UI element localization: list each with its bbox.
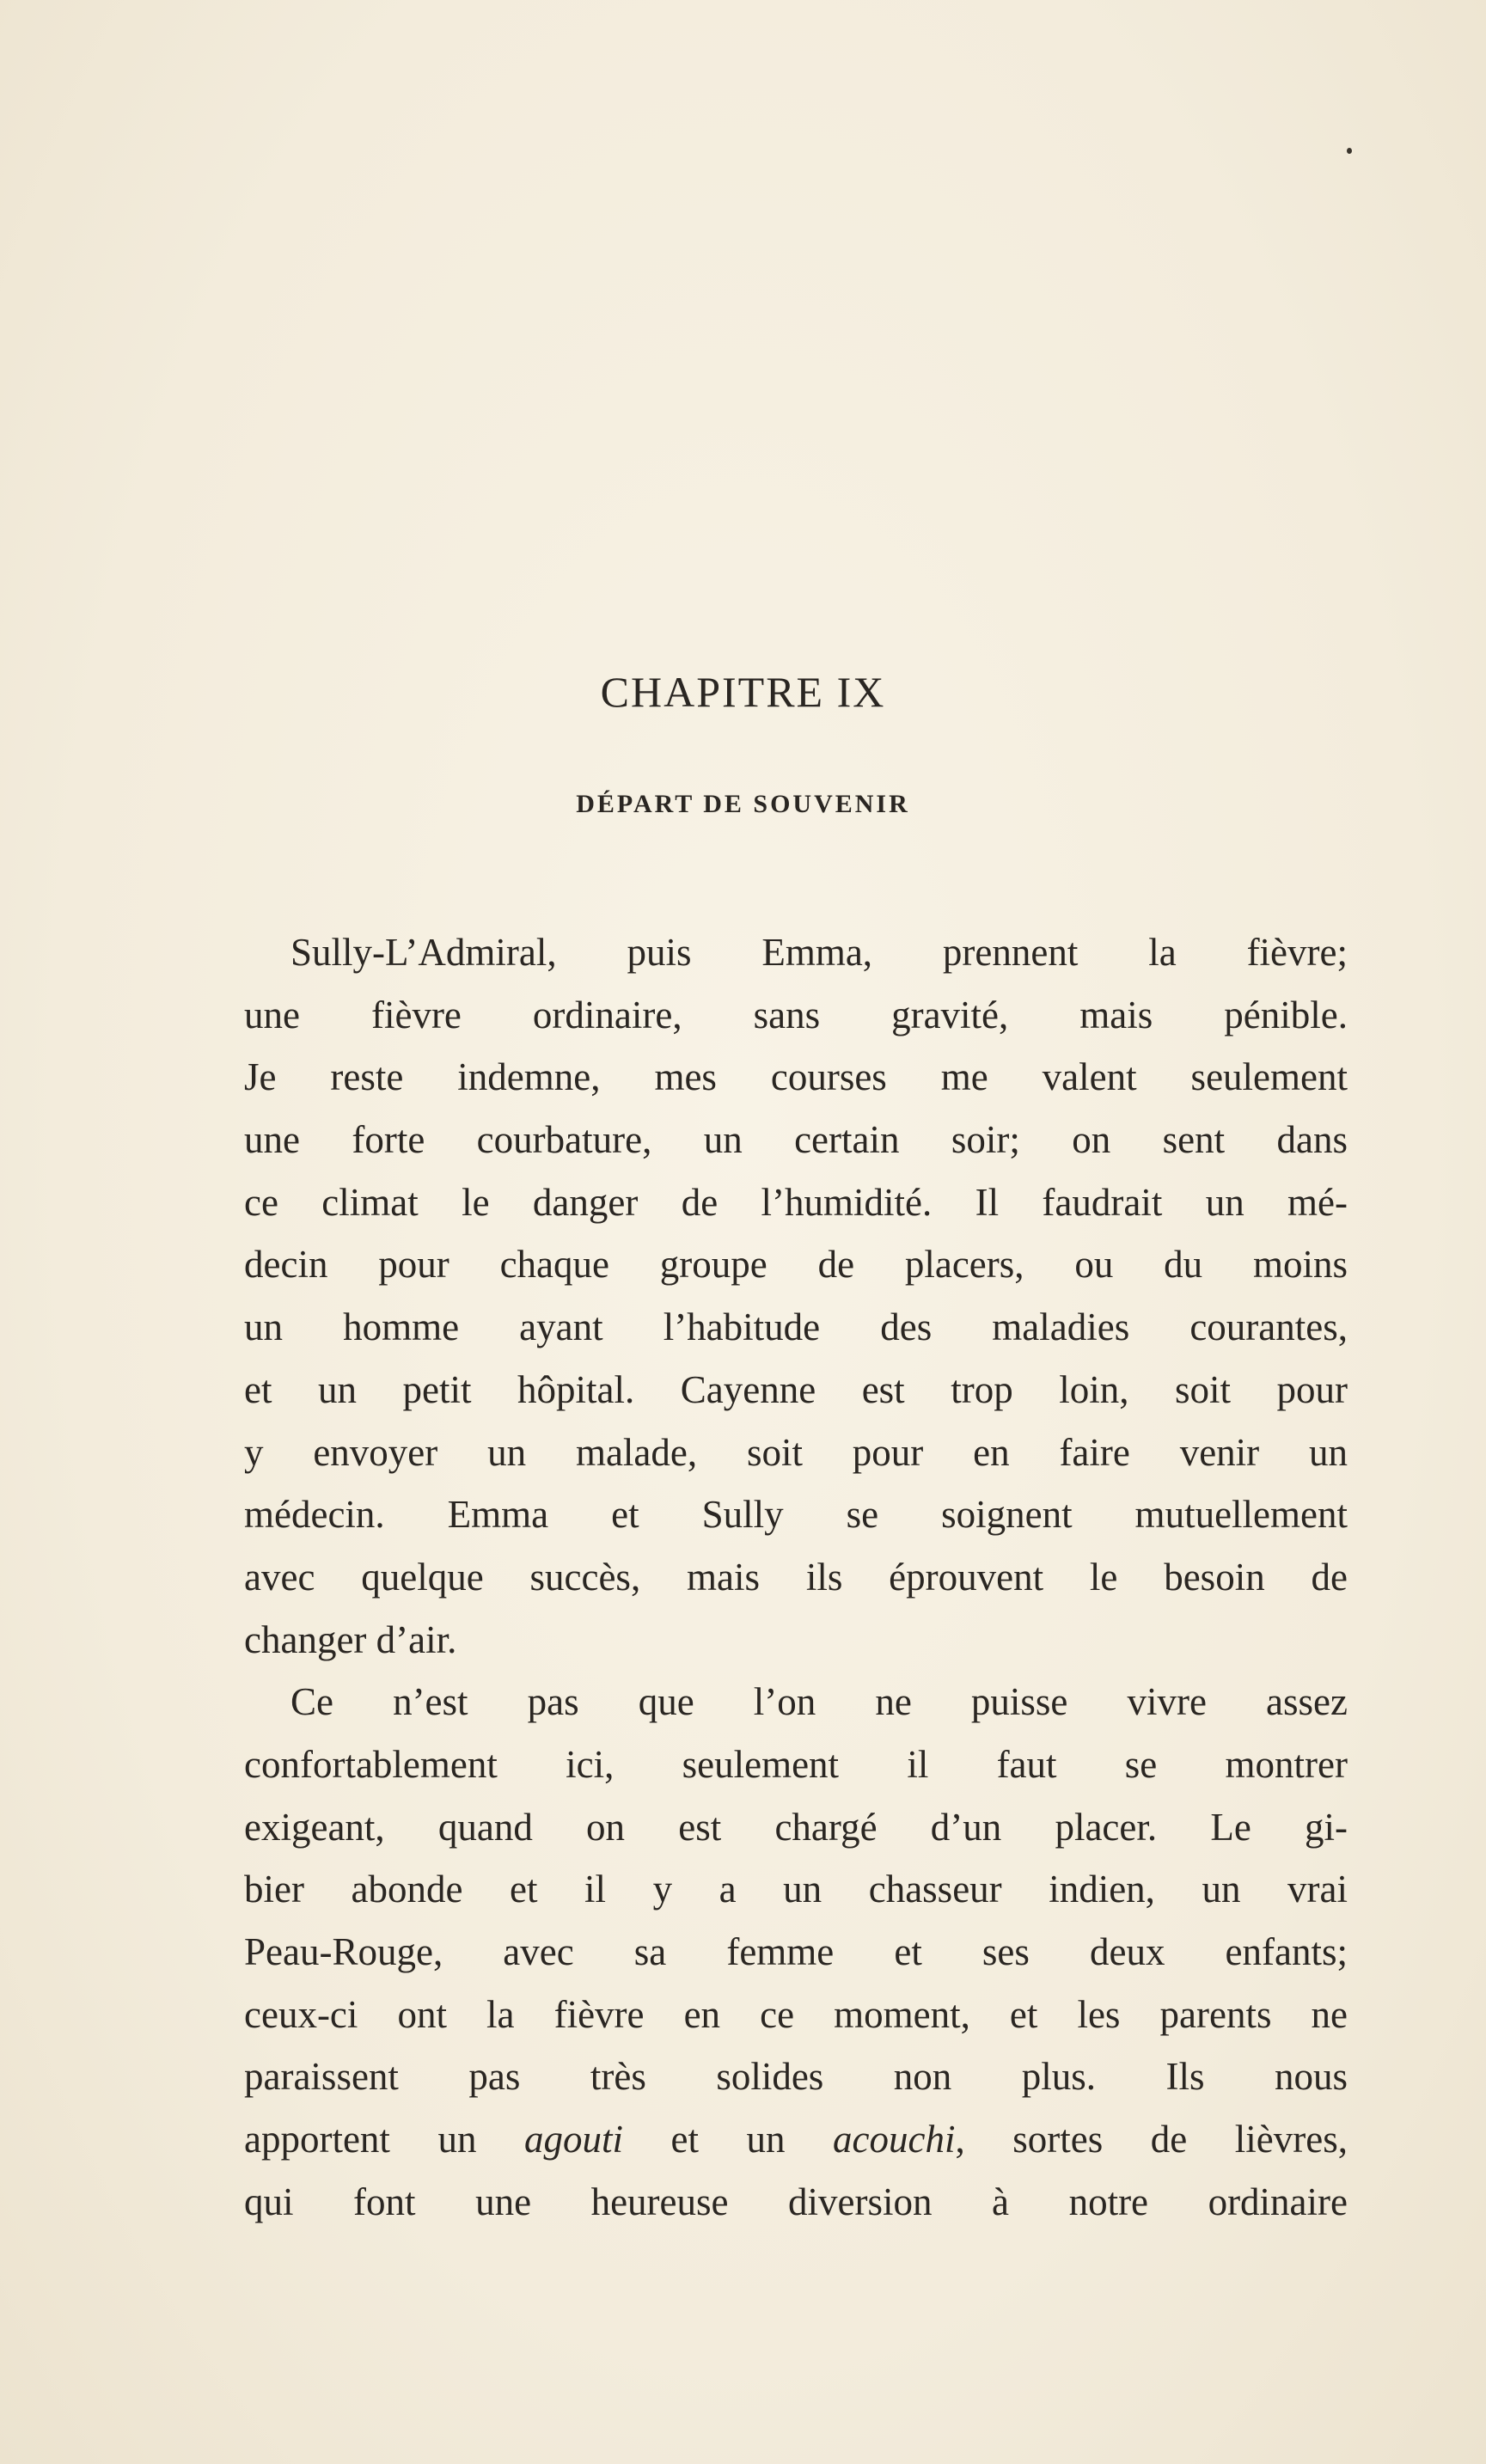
text-line: decin pour chaque groupe de placers, ou du moins xyxy=(244,1243,1348,1287)
text-line: confortablement ici, seulement il faut se montrer xyxy=(244,1742,1348,1786)
text-line: Peau-Rouge, avec sa femme et ses deux enfants; xyxy=(244,1930,1348,1973)
text-line: avec quelque succès, mais ils éprouvent le besoin de xyxy=(244,1555,1348,1599)
text-run: , sortes de lièvres, xyxy=(955,2118,1348,2161)
paragraph-2 xyxy=(244,1671,1348,2233)
text-line-with-italics xyxy=(244,2108,1348,2171)
text-run: apportent un xyxy=(244,2118,524,2161)
text-line: ce climat le danger de l’humidité. Il faudrait un mé- xyxy=(244,1180,1348,1224)
text-line: bier abonde et il y a un chasseur indien, un vrai xyxy=(244,1868,1348,1911)
text-line: Ce n’est pas que l’on ne puisse vivre assez xyxy=(290,1680,1348,1724)
text-line: paraissent pas très solides non plus. Ils nous xyxy=(244,2055,1348,2099)
text-run: et un xyxy=(623,2118,834,2161)
text-line: une forte courbature, un certain soir; on sent dans xyxy=(244,1118,1348,1162)
text-line: et un petit hôpital. Cayenne est trop loin, soit pour xyxy=(244,1367,1348,1411)
text-line: qui font une heureuse diversion à notre ordinaire xyxy=(244,2180,1348,2223)
text-line: y envoyer un malade, soit pour en faire venir un xyxy=(244,1430,1348,1474)
text-line: ceux-ci ont la fièvre en ce moment, et les parents ne xyxy=(244,1992,1348,2036)
paragraph-1 xyxy=(244,921,1348,1671)
text-line: Je reste indemne, mes courses me valent seulement xyxy=(244,1055,1348,1099)
text-line: une fièvre ordinaire, sans gravité, mais pénible. xyxy=(244,993,1348,1036)
body-text xyxy=(244,921,1348,2233)
text-line: Sully-L’Admiral, puis Emma, prennent la fièvre; xyxy=(290,931,1348,974)
italic-word-acouchi: acouchi xyxy=(833,2118,956,2161)
text-line: un homme ayant l’habitude des maladies courantes, xyxy=(244,1305,1348,1349)
italic-word-agouti: agouti xyxy=(523,2118,623,2161)
ink-speck xyxy=(1347,148,1352,154)
chapter-subtitle: DÉPART DE SOUVENIR xyxy=(576,790,910,818)
chapter-title: CHAPITRE IX xyxy=(600,668,886,716)
text-line: médecin. Emma et Sully se soignent mutuellement xyxy=(244,1493,1348,1537)
text-line: changer d’air. xyxy=(244,1617,457,1661)
text-line: exigeant, quand on est chargé d’un placer. Le gi- xyxy=(244,1805,1348,1849)
